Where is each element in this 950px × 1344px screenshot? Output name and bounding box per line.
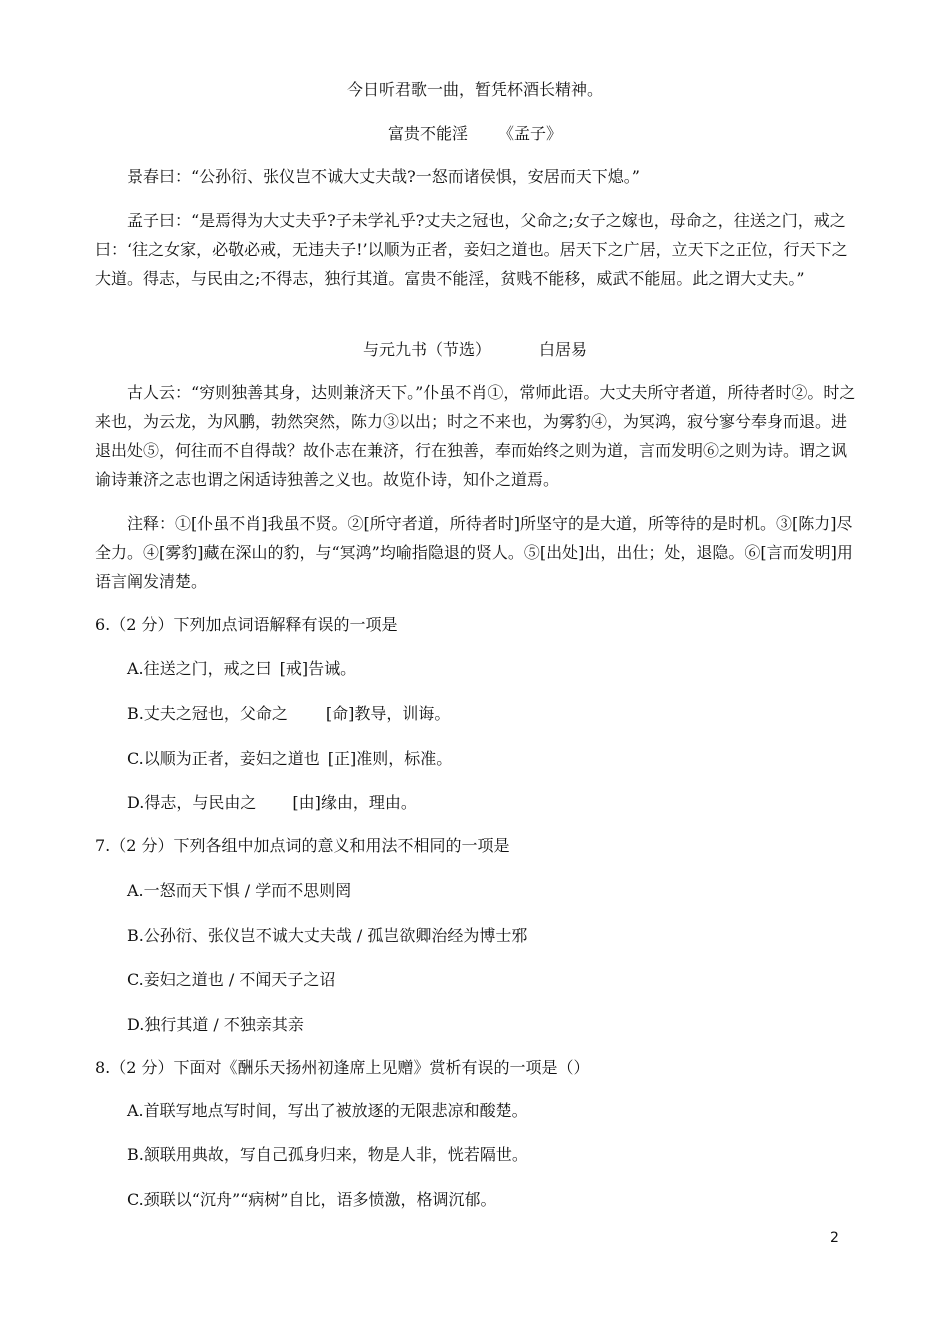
passage2-heading [0,340,950,360]
question-8-option-b: B.颔联用典故，写自己孤身归来，物是人非，恍若隔世。 [127,1145,528,1164]
page-number: 2 [830,1230,839,1246]
question-7-stem: 7.（2 分）下列各组中加点词的意义和用法不相同的一项是 [95,836,510,855]
question-7-option-c: C.妾妇之道也 / 不闻天子之诏 [127,970,336,989]
question-7-option-b: B.公孙衍、张仪岂不诚大丈夫哉 / 孤岂欲卿治经为博士邪 [127,926,528,945]
question-8-option-c: C.颈联以“沉舟”“病树”自比，语多愤激，格调沉郁。 [127,1190,497,1209]
passage1-para1: 景春曰：“公孙衍、张仪岂不诚大丈夫哉?一怒而诸侯惧，安居而天下熄。” [127,167,640,186]
poem-last-line: 今日听君歌一曲，暂凭杯酒长精神。 [346,80,603,99]
passage2-author: 白居易 [539,340,588,359]
passage1-heading [0,124,950,144]
passage1-title: 富贵不能淫 [387,124,468,143]
question-8-option-a: A.首联写地点写时间，写出了被放逐的无限悲凉和酸楚。 [127,1101,528,1120]
passage1-source: 《孟子》 [498,124,563,143]
question-6-option-b: B.丈夫之冠也，父命之 [命]教导，训诲。 [127,704,451,723]
question-7-option-d: D.独行其道 / 不独亲其亲 [127,1015,304,1034]
question-6-stem: 6.（2 分）下列加点词语解释有误的一项是 [95,615,398,634]
question-6-option-d: D.得志，与民由之 [由]缘由，理由。 [127,793,417,812]
question-6-option-c: C.以顺为正者，妾妇之道也 [正]准则，标准。 [127,749,453,768]
question-6-option-a: A.往送之门，戒之曰 [戒]告诫。 [127,659,357,678]
question-8-stem: 8.（2 分）下面对《酬乐天扬州初逢席上见赠》赏析有误的一项是（） [95,1058,590,1077]
passage2-title: 与元九书（节选） [362,340,491,359]
question-7-option-a: A.一怒而天下惧 / 学而不思则罔 [127,881,352,900]
passage2-para1: 古人云：“穷则独善其身，达则兼济天下。”仆虽不肖①，常师此语。大丈夫所守者道，所待者时②。时之来也，为云龙，为风鹏，勃然突然，陈力③以出；时之不来也，为雾豹④，为冥鸿，寂兮寥兮奉身而退。进退出处⑤，何往而不自得哉？故仆志在兼济，行在独善，奉而始终之则为道，言而发明⑥之则为诗。谓之讽谕诗兼济之志也谓之闲适诗独善之义也。故览仆诗，知仆之道焉。 [95,383,856,489]
passage1-para2: 孟子曰：“是焉得为大丈夫乎?子未学礼乎?丈夫之冠也，父命之;女子之嫁也，母命之，往送之门，戒之曰：‘往之女家，必敬必戒，无违夫子!’以顺为正者，妾妇之道也。居天下之广居，立天下之正位，行天下之大道。得志，与民由之;不得志，独行其道。富贵不能淫，贫贱不能移，威武不能屈。此之谓大丈夫。” [95,211,848,288]
passage2-notes: 注释：①[仆虽不肖]我虽不贤。②[所守者道，所待者时]所坚守的是大道，所等待的是时机。③[陈力]尽全力。④[雾豹]藏在深山的豹，与“冥鸿”均喻指隐退的贤人。⑤[出处]出，出仕；处，退隐。⑥[言而发明]用语言阐发清楚。 [95,514,853,591]
